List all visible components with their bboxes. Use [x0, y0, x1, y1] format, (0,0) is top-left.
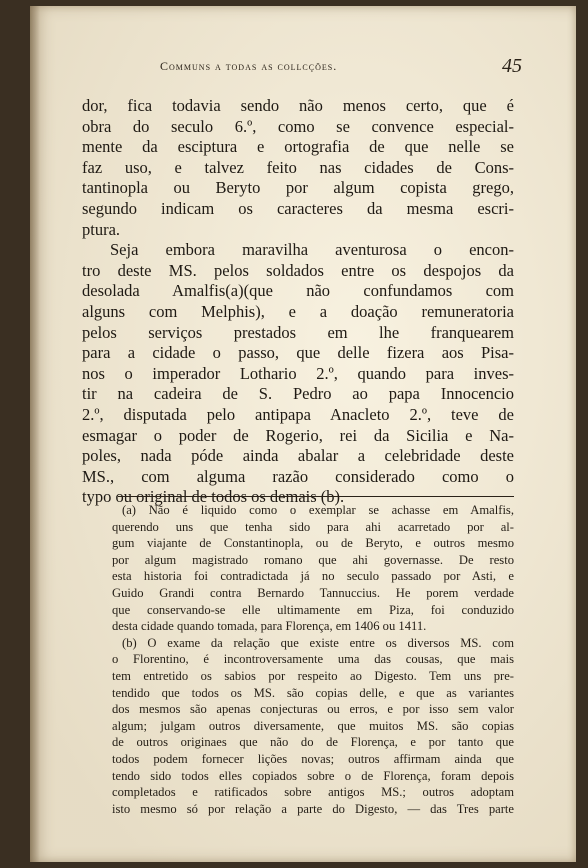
body-line: alguns com Melphis), e a doação remuneratoria — [82, 301, 514, 321]
footnotes — [112, 502, 514, 817]
footnote-line: isto mesmo só por relação a parte do Digesto, — das Tres parte — [112, 801, 514, 816]
body-line: desolada Amalfis(a)(que não confundamos com — [82, 281, 514, 301]
footnote-line: (b) O exame da relação que existe entre os diversos MS. com — [122, 635, 514, 650]
footnote-line: gum viajante de Constantinopla, ou de Beryto, e outros mesmo — [112, 536, 514, 551]
body-line: tantinopla ou Beryto por algum copista grego, — [82, 178, 514, 198]
body-line: typo ou original de todos os demais (b). — [82, 487, 345, 507]
body-line: nos o imperador Lothario 2.º, quando para inves- — [82, 363, 514, 383]
footnote-line: querendo uns que tenha sido para ahi acarretado por al- — [112, 519, 514, 534]
body-line: tir na cadeira de S. Pedro ao papa Innocencio — [82, 384, 514, 404]
body-line: dor, fica todavia sendo não menos certo, que é — [82, 96, 514, 115]
body-line: faz uso, e talvez feito nas cidades de Cons- — [82, 157, 514, 177]
body-line: poles, nada póde ainda abalar a celebridade deste — [82, 446, 514, 466]
body-text — [82, 96, 514, 508]
footnote-line: de outros originaes que não do de Florença, e por tanto que — [112, 735, 514, 750]
body-line: para a cidade o passo, que delle fizera aos Pisa- — [82, 343, 514, 363]
book-page — [30, 6, 576, 862]
body-line: esmagar o poder de Rogerio, rei da Sicilia e Na- — [82, 425, 514, 445]
body-line: segundo indicam os caracteres da mesma escri- — [82, 198, 514, 218]
footnote-line: dos mesmos são apenas conjecturas ou erros, e por isso sem valor — [112, 702, 514, 717]
body-line: tro deste MS. pelos soldados entre os despojos da — [82, 260, 514, 280]
footnote-line: tendido que todos os MS. são copias delle, e que as variantes — [112, 685, 514, 700]
footnote-line: que conservando-se elle ultimamente em Piza, foi conduzido — [112, 602, 514, 617]
body-line: ptura. — [82, 219, 121, 239]
footnote-line: tem entretido os sabios por respeito ao Digesto. Tem uns pre- — [112, 668, 514, 683]
gutter-shadow — [30, 6, 40, 862]
body-line: MS., com alguma razão considerado como o — [82, 466, 514, 486]
footnote-line: Guido Grandi contra Bernardo Tannuccius. He porem verdade — [112, 585, 514, 600]
footnote-line: por algum magistrado romano que ahi governasse. De resto — [112, 552, 514, 567]
footnote-line: esta historia foi contradictada já no seculo passado por Asti, e — [112, 569, 514, 584]
running-title: Communs a todas as collcções. — [160, 59, 338, 73]
footnote-rule — [118, 496, 514, 497]
body-line: mente da esciptura e ortografia de que nelle se — [82, 137, 514, 157]
footnote-line: o Florentino, é incontroversamente uma das cousas, que mais — [112, 652, 514, 667]
footnote-line: todos podem fornecer lições novas; outros affirmam ainda que — [112, 751, 514, 766]
page-number: 45 — [502, 55, 522, 77]
body-line: 2.º, disputada pelo antipapa Anacleto 2.º, teve de — [82, 404, 514, 424]
body-line: pelos serviços prestados em lhe franquearem — [82, 322, 514, 342]
footnote-line: desta cidade quando tomada, para Florença, em 1406 ou 1411. — [112, 619, 427, 634]
body-line: Seja embora maravilha aventurosa o encon- — [110, 240, 514, 260]
footnote-line: tendo sido todos elles copiados sobre o de Florença, foram depois — [112, 768, 514, 783]
footnote-line: completados e ratificados sobre antigos MS.; outros adoptam — [112, 785, 514, 800]
footnote-line: algum; julgam outros diversamente, que muitos MS. são copias — [112, 718, 514, 733]
body-line: obra do seculo 6.º, como se convence especial- — [82, 116, 514, 136]
footnote-line: (a) Não é liquido como o exemplar se achasse em Amalfis, — [122, 503, 514, 517]
running-header — [82, 55, 522, 79]
